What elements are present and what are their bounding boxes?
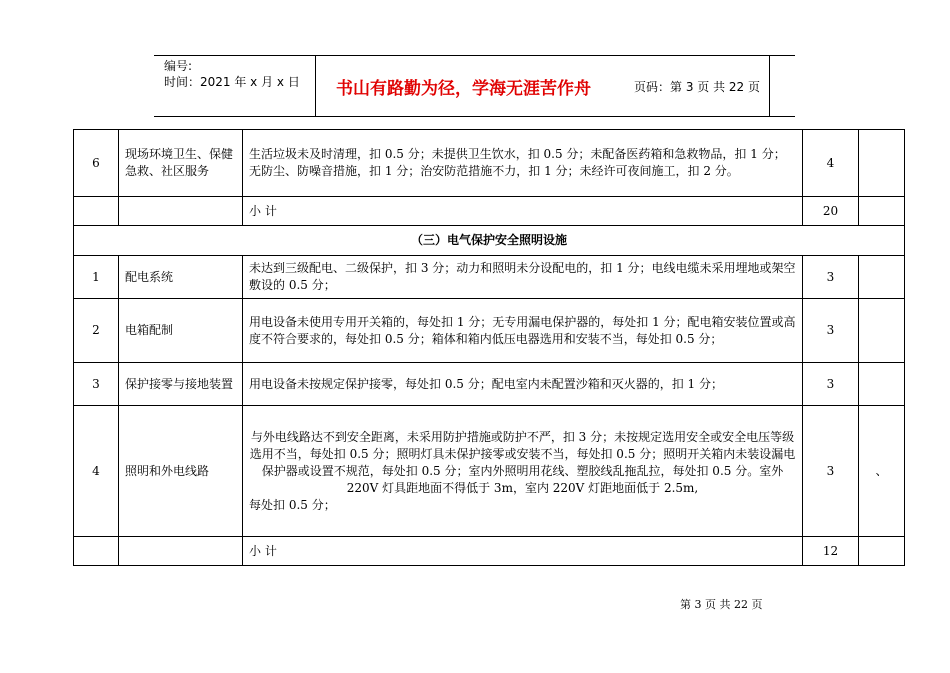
empty-cell — [74, 197, 119, 226]
page-footer: 第 3 页 共 22 页 — [680, 598, 763, 611]
subtotal-label: 小 计 — [243, 197, 803, 226]
header-motto: 书山有路勤为径，学海无涯苦作舟 — [316, 56, 770, 116]
row-number: 3 — [74, 363, 119, 406]
section-title: （三）电气保护安全照明设施 — [74, 226, 905, 256]
subtotal-score: 20 — [803, 197, 859, 226]
item-score: 3 — [803, 406, 859, 537]
table-row — [74, 363, 905, 406]
subtotal-label: 小 计 — [243, 537, 803, 566]
item-score: 3 — [803, 299, 859, 363]
description-main: 与外电线路达不到安全距离，未采用防护措施或防护不严，扣 3 分；未按规定选用安全或安全电压等级选用不当，每处扣 0.5 分；照明灯具未保护接零或安装不当，每处扣 0.5 分；照明开关箱内未装设漏电保护器或设置不规范，每处扣 0.5 分；室内外照明用花线、塑胶线乱拖乱拉，每处扣 0.5 分。室外 220V 灯具距地面不得低于 3m，室内 220V 灯距地面低于 2.5m, — [249, 429, 796, 495]
empty-cell — [119, 537, 243, 566]
item-description: 生活垃圾未及时清理，扣 0.5 分；未提供卫生饮水，扣 0.5 分；未配备医药箱和急救物品，扣 1 分；无防尘、防噪音措施，扣 1 分；治安防范措施不力，扣 1 分；未经许可夜间施工，扣 2 分。 — [243, 130, 803, 197]
item-description: 用电设备未使用专用开关箱的，每处扣 1 分；无专用漏电保护器的，每处扣 1 分；配电箱安装位置或高度不符合要求的，每处扣 0.5 分；箱体和箱内低压电器选用和安装不当，每处扣 0.5 分； — [243, 299, 803, 363]
empty-cell — [119, 197, 243, 226]
scoring-table — [73, 129, 905, 566]
table-row — [74, 130, 905, 197]
subtotal-row — [74, 537, 905, 566]
item-name: 照明和外电线路 — [119, 406, 243, 537]
table-row — [74, 256, 905, 299]
subtotal-row — [74, 197, 905, 226]
time-label: 时间：2021 年 x 月 x 日 — [164, 75, 300, 89]
row-number: 2 — [74, 299, 119, 363]
number-label: 编号: — [164, 59, 193, 73]
description-tail: 每处扣 0.5 分； — [249, 497, 336, 512]
subtotal-score: 12 — [803, 537, 859, 566]
item-name: 电箱配制 — [119, 299, 243, 363]
section-row — [74, 226, 905, 256]
item-name: 保护接零与接地装置 — [119, 363, 243, 406]
row-number: 4 — [74, 406, 119, 537]
empty-cell — [859, 363, 905, 406]
empty-cell — [859, 197, 905, 226]
empty-cell — [859, 537, 905, 566]
item-score: 3 — [803, 256, 859, 299]
empty-cell — [74, 537, 119, 566]
item-name: 现场环境卫生、保健急救、社区服务 — [119, 130, 243, 197]
empty-cell — [859, 130, 905, 197]
item-description: 用电设备未按规定保护接零，每处扣 0.5 分；配电室内未配置沙箱和灭火器的，扣 1 分； — [243, 363, 803, 406]
header-page-info: 页码：第 3 页 共 22 页 — [634, 79, 760, 94]
empty-cell — [859, 299, 905, 363]
row-number: 6 — [74, 130, 119, 197]
table-row — [74, 299, 905, 363]
margin-mark: 、 — [859, 406, 905, 537]
item-score: 3 — [803, 363, 859, 406]
table-row — [74, 406, 905, 537]
item-description — [243, 406, 803, 537]
page-header — [154, 55, 795, 117]
item-score: 4 — [803, 130, 859, 197]
header-meta — [154, 56, 316, 116]
row-number: 1 — [74, 256, 119, 299]
empty-cell — [859, 256, 905, 299]
item-description: 未达到三级配电、二级保护，扣 3 分；动力和照明未分设配电的，扣 1 分；电线电缆未采用埋地或架空敷设的 0.5 分； — [243, 256, 803, 299]
item-name: 配电系统 — [119, 256, 243, 299]
